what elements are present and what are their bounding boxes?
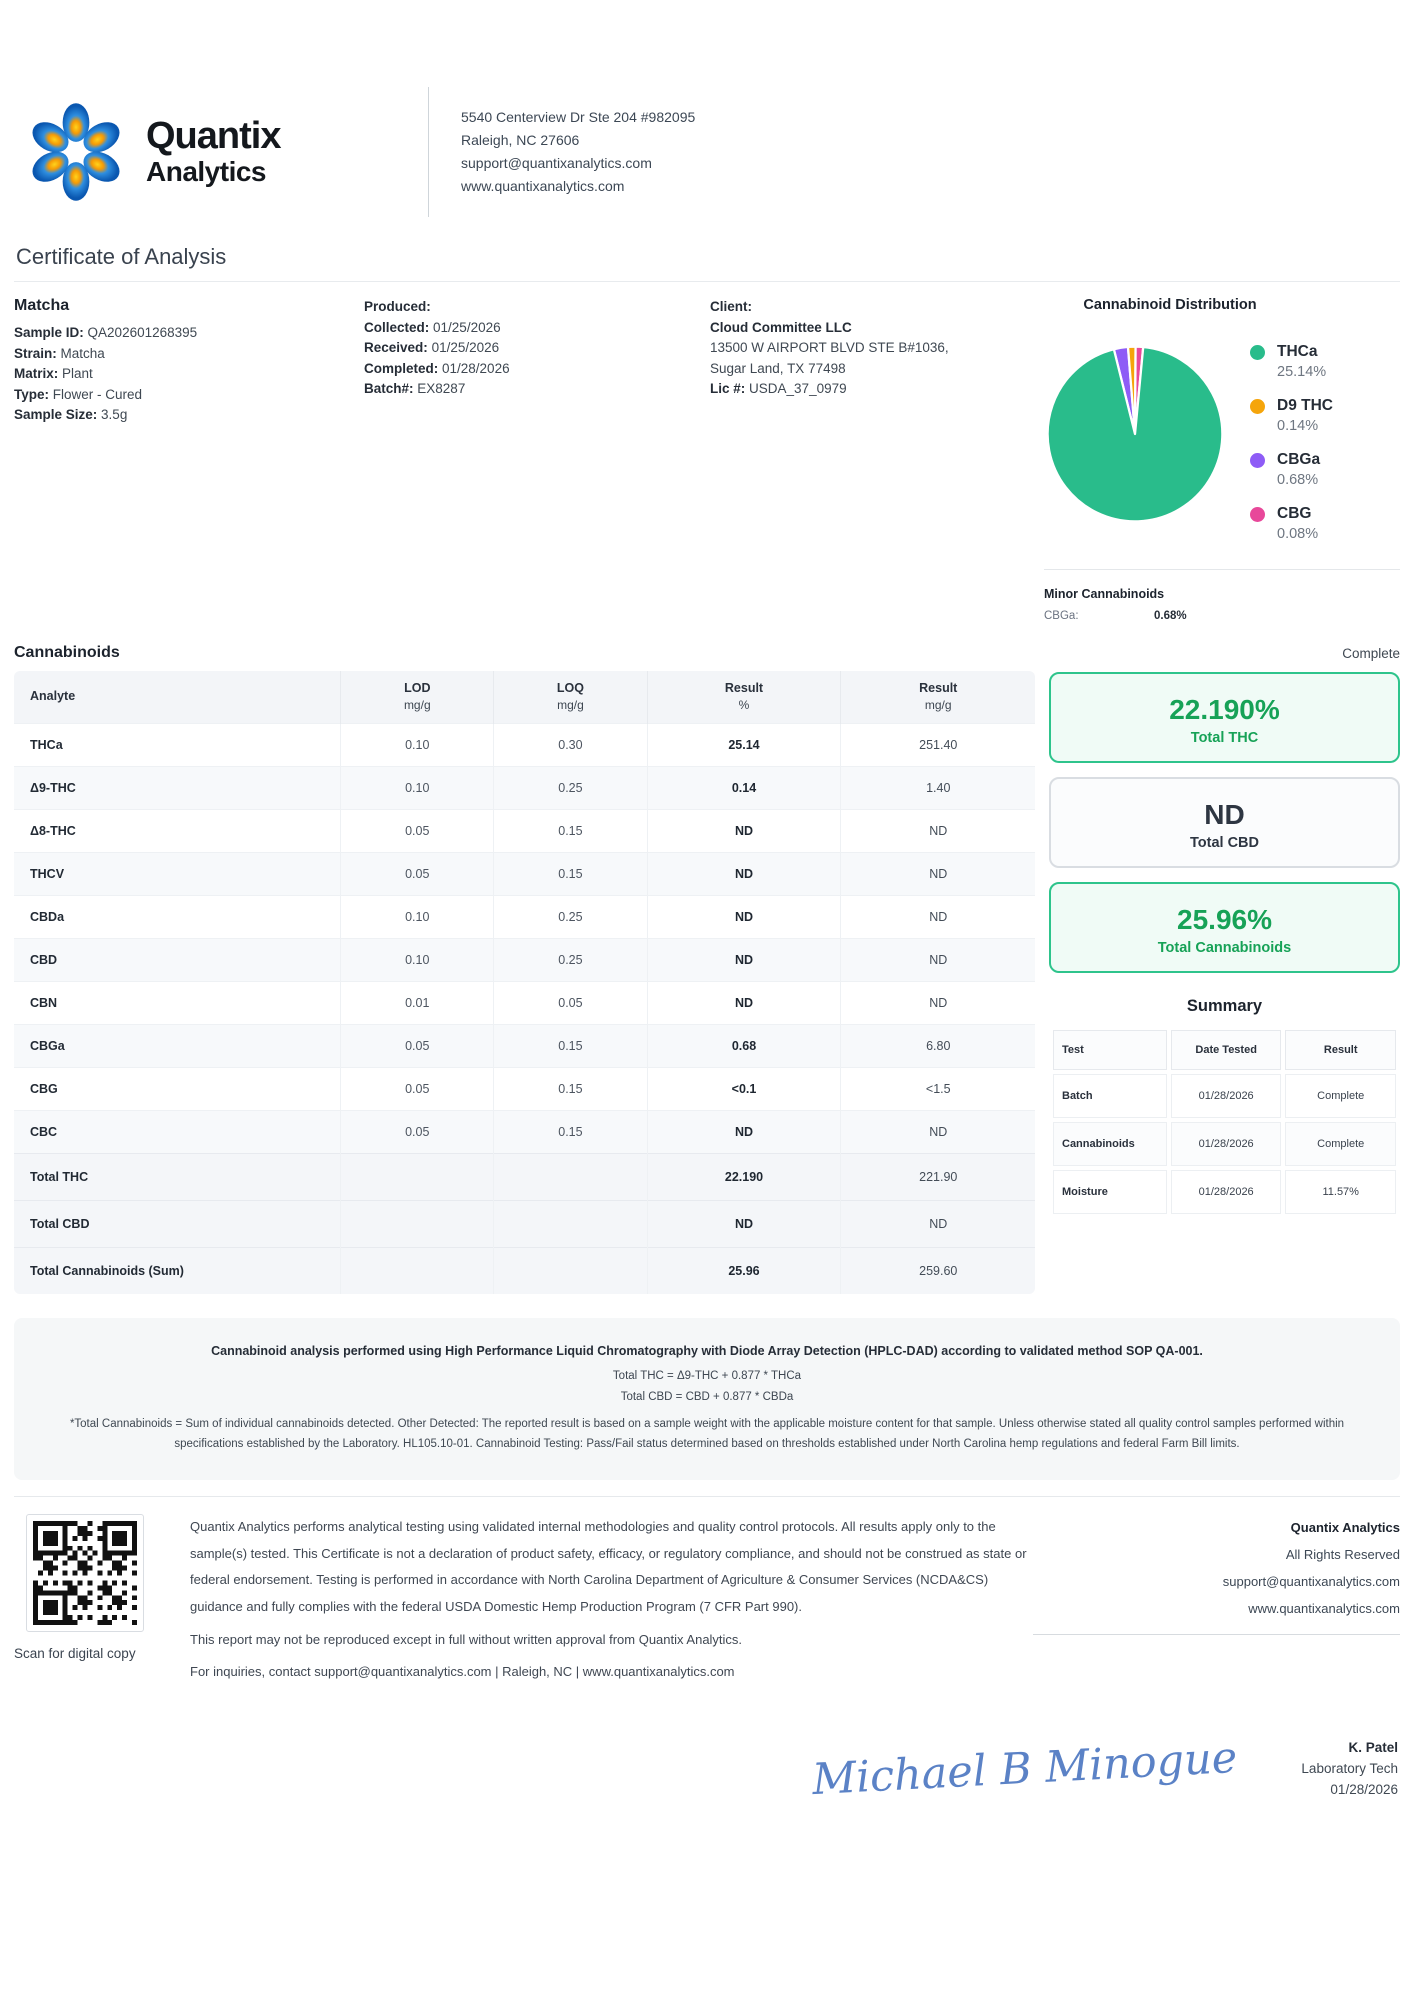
total-cbd-value: ND <box>1204 799 1245 830</box>
client-address-line: Sugar Land, TX 77498 <box>710 360 846 376</box>
table-cell: 22.190 <box>647 1154 841 1201</box>
footer-paragraph: Quantix Analytics performs analytical testing using validated internal methodologies and quality control protocols. All results apply only to the sample(s) tested. This Certificate is not a declaration of product safety, efficacy, or regulatory compliance, and should not be construed as state or federal endorsement. Testing is performed in accordance with North Carolina Department of Agriculture & Consumer Services (NCDA&CS) guidance and fully complies with the federal USDA Domestic Hemp Production Program (7 CFR Part 990). <box>190 1519 1027 1614</box>
chart-body <box>1044 327 1400 557</box>
signature-row <box>14 1732 1400 1805</box>
client-heading: Client: <box>710 299 752 314</box>
signer-info <box>1301 1737 1398 1800</box>
table-cell: ND <box>647 1111 841 1154</box>
sample-info <box>14 297 364 622</box>
table-row <box>14 853 1035 896</box>
cannabinoids-heading: Cannabinoids <box>14 644 120 661</box>
table-cell: Total THC <box>14 1154 341 1201</box>
main-grid <box>14 644 1400 1294</box>
qr-code <box>26 1514 144 1632</box>
minor-value: 0.68% <box>1154 610 1187 622</box>
table-cell: ND <box>647 939 841 982</box>
lab-address-line: Raleigh, NC 27606 <box>461 132 580 148</box>
summary-row <box>1053 1170 1396 1214</box>
table-row <box>14 1111 1035 1154</box>
minor-cannabinoids-heading: Minor Cannabinoids <box>1044 587 1165 601</box>
table-cell: Total CBD <box>14 1201 341 1248</box>
table-cell <box>341 1154 494 1201</box>
table-cell: 25.14 <box>647 724 841 767</box>
summary-heading: Summary <box>1186 997 1263 1015</box>
qr-block <box>14 1514 174 1685</box>
table-cell: 0.15 <box>494 1025 647 1068</box>
table-cell: ND <box>647 853 841 896</box>
summary-row <box>1053 1074 1396 1118</box>
status-badge: Complete <box>1342 646 1400 661</box>
client-license: Lic #: USDA_37_0979 <box>710 381 847 396</box>
total-cbd-box <box>1049 777 1400 868</box>
total-cannabinoids-value: 25.96% <box>1177 904 1272 935</box>
table-cell: 0.15 <box>494 1068 647 1111</box>
legend-item <box>1250 341 1400 382</box>
total-row <box>14 1248 1035 1295</box>
table-cell: 0.10 <box>341 896 494 939</box>
table-cell: Total Cannabinoids (Sum) <box>14 1248 341 1295</box>
sample-field: Type: Flower - Cured <box>14 386 143 402</box>
title-rule <box>14 281 1400 282</box>
qr-caption: Scan for digital copy <box>14 1646 136 1661</box>
footer-email: support@quantixanalytics.com <box>1222 1574 1400 1589</box>
table-cell: 25.96 <box>647 1248 841 1295</box>
table-cell: ND <box>841 1201 1035 1248</box>
table-row <box>14 767 1035 810</box>
col-lod: LOD mg/g <box>341 671 494 724</box>
table-cell: 0.15 <box>494 810 647 853</box>
table-cell: 1.40 <box>841 767 1035 810</box>
table-row <box>14 810 1035 853</box>
table-cell: 0.01 <box>341 982 494 1025</box>
summary-cell: 11.57% <box>1285 1170 1396 1214</box>
client-info <box>710 297 1044 622</box>
legend-dot <box>1250 399 1265 414</box>
table-cell: 0.05 <box>341 1068 494 1111</box>
table-cell: 0.10 <box>341 939 494 982</box>
sample-field: Strain: Matcha <box>14 345 105 361</box>
table-cell <box>341 1201 494 1248</box>
col-result-pct: Result % <box>647 671 841 724</box>
table-cell: 6.80 <box>841 1025 1035 1068</box>
summary-col-date: Date Tested <box>1171 1030 1282 1070</box>
total-cannabinoids-label: Total Cannabinoids <box>1157 940 1292 956</box>
signer-name: K. Patel <box>1348 1740 1398 1755</box>
summary-cell: Moisture <box>1053 1170 1167 1214</box>
table-cell: <1.5 <box>841 1068 1035 1111</box>
company-subname: Analytics <box>146 156 266 187</box>
table-cell: 0.25 <box>494 896 647 939</box>
table-cell: 221.90 <box>841 1154 1035 1201</box>
legend-label: THCa <box>1277 343 1318 360</box>
total-cannabinoids-box <box>1049 882 1400 973</box>
footer-rights: All Rights Reserved <box>1285 1547 1400 1562</box>
table-row <box>14 896 1035 939</box>
table-cell: ND <box>841 896 1035 939</box>
lab-address <box>461 106 695 198</box>
table-row <box>14 1068 1035 1111</box>
footer-website: www.quantixanalytics.com <box>1248 1601 1400 1616</box>
table-cell <box>494 1154 647 1201</box>
table-cell: 0.14 <box>647 767 841 810</box>
table-cell: ND <box>647 896 841 939</box>
header <box>30 86 1400 218</box>
sample-field: Sample Size: 3.5g <box>14 407 128 422</box>
cannabinoids-table <box>14 671 1035 1294</box>
lab-email: support@quantixanalytics.com <box>461 155 652 171</box>
method-disclaimer-box <box>14 1318 1400 1480</box>
legend-label: D9 THC <box>1277 397 1333 414</box>
table-cell: 0.05 <box>341 810 494 853</box>
results-sidebar <box>1049 644 1400 1294</box>
lab-website: www.quantixanalytics.com <box>461 178 625 194</box>
table-cell: ND <box>841 982 1035 1025</box>
table-cell: ND <box>647 810 841 853</box>
total-cbd-label: Total CBD <box>1189 835 1259 851</box>
legend-item <box>1250 503 1400 544</box>
table-cell: 0.30 <box>494 724 647 767</box>
summary-col-result: Result <box>1285 1030 1396 1070</box>
table-header-row <box>14 671 1035 724</box>
sample-field: Matrix: Plant <box>14 366 93 381</box>
total-thc-value: 22.190% <box>1169 694 1280 725</box>
produced-field: Collected: 01/25/2026 <box>364 319 501 335</box>
legend-item <box>1250 449 1400 490</box>
lab-address-line: 5540 Centerview Dr Ste 204 #982095 <box>461 109 696 125</box>
table-cell: 0.05 <box>341 1111 494 1154</box>
produced-heading: Produced: <box>364 299 431 314</box>
produced-field: Received: 01/25/2026 <box>364 340 500 355</box>
legend-label: CBG <box>1277 505 1312 522</box>
produced-field: Batch#: EX8287 <box>364 381 466 396</box>
total-thc-formula: Total THC = Δ9-THC + 0.877 * THCa <box>612 1370 802 1382</box>
summary-cell: Cannabinoids <box>1053 1122 1167 1166</box>
signature: Michael B Minogue <box>811 1732 1239 1805</box>
flower-petals <box>30 103 122 201</box>
info-row <box>14 297 1400 622</box>
table-cell: 0.10 <box>341 724 494 767</box>
cannabinoids-section <box>14 644 1035 1294</box>
method-statement: Cannabinoid analysis performed using High Performance Liquid Chromatography with Diode Array Detection (HPLC-DAD) according to validated method SOP QA-001. <box>211 1344 1203 1358</box>
legend-value: 0.08% <box>1277 526 1319 542</box>
summary-header-row <box>1053 1030 1396 1070</box>
footer-company-name: Quantix Analytics <box>1290 1520 1400 1535</box>
table-cell <box>341 1248 494 1295</box>
summary-row <box>1053 1122 1396 1166</box>
table-cell: THCa <box>14 724 341 767</box>
summary-cell: 01/28/2026 <box>1171 1122 1282 1166</box>
pie-chart <box>1044 327 1242 557</box>
table-cell: 0.10 <box>341 767 494 810</box>
col-loq: LOQ mg/g <box>494 671 647 724</box>
footer-company-block <box>1033 1514 1400 1635</box>
total-cbd-formula: Total CBD = CBD + 0.877 * CBDa <box>620 1391 794 1403</box>
produced-info <box>364 297 710 622</box>
footer-reproduction-note: This report may not be reproduced except in full without written approval from Quantix Analytics. <box>190 1632 743 1647</box>
summary-cell: Complete <box>1285 1122 1396 1166</box>
cannabinoid-distribution-chart <box>1044 297 1400 622</box>
table-cell: CBG <box>14 1068 341 1111</box>
minor-label: CBGa: <box>1044 610 1079 622</box>
page-title: Certificate of Analysis <box>16 244 227 269</box>
total-row <box>14 1154 1035 1201</box>
table-cell: 0.15 <box>494 1111 647 1154</box>
company-name: Quantix <box>146 115 281 157</box>
table-row <box>14 1025 1035 1068</box>
table-cell: 0.05 <box>494 982 647 1025</box>
table-row <box>14 939 1035 982</box>
table-cell: 0.68 <box>647 1025 841 1068</box>
client-name: Cloud Committee LLC <box>710 319 852 335</box>
summary-cell: 01/28/2026 <box>1171 1074 1282 1118</box>
chart-divider <box>1044 569 1400 570</box>
col-analyte: Analyte <box>14 671 341 724</box>
brand-block <box>146 116 404 188</box>
table-cell: ND <box>841 853 1035 896</box>
table-cell: Δ8-THC <box>14 810 341 853</box>
table-cell: ND <box>647 982 841 1025</box>
summary-table <box>1049 1026 1400 1218</box>
footer-contact-line: For inquiries, contact support@quantixanalytics.com | Raleigh, NC | www.quantixanalytics.com <box>190 1663 735 1679</box>
table-cell: 0.05 <box>341 1025 494 1068</box>
table-cell: 0.15 <box>494 853 647 896</box>
legend-dot <box>1250 507 1265 522</box>
sample-name: Matcha <box>14 297 70 314</box>
table-cell: Δ9-THC <box>14 767 341 810</box>
minor-cannabinoid-row <box>1044 610 1400 622</box>
pie-chart-svg <box>1044 343 1226 525</box>
table-cell: 0.25 <box>494 939 647 982</box>
legend-dot <box>1250 345 1265 360</box>
table-cell: THCV <box>14 853 341 896</box>
summary-col-test: Test <box>1053 1030 1167 1070</box>
table-cell: ND <box>841 810 1035 853</box>
client-address-line: 13500 W AIRPORT BLVD STE B#1036, <box>710 340 949 355</box>
chart-title: Cannabinoid Distribution <box>1083 297 1257 313</box>
table-cell: 259.60 <box>841 1248 1035 1295</box>
summary-cell: Complete <box>1285 1074 1396 1118</box>
table-cell: ND <box>647 1201 841 1248</box>
table-cell: 0.25 <box>494 767 647 810</box>
table-cell: CBN <box>14 982 341 1025</box>
legend-value: 0.68% <box>1277 472 1319 488</box>
table-row <box>14 724 1035 767</box>
flower-logo-icon <box>30 102 122 202</box>
produced-field: Completed: 01/28/2026 <box>364 360 510 376</box>
legend-value: 0.14% <box>1277 418 1319 434</box>
total-thc-box <box>1049 672 1400 763</box>
summary-cell: 01/28/2026 <box>1171 1170 1282 1214</box>
table-cell: CBDa <box>14 896 341 939</box>
legend-label: CBGa <box>1277 451 1321 468</box>
footer-disclaimer <box>190 1514 1033 1685</box>
fine-print: *Total Cannabinoids = Sum of individual cannabinoids detected. Other Detected: The reported result is based on a sample weight with the applicable moisture content for that sample. Unless otherwise stated all quality control samples performed within specifications established by the Laboratory. HL105.10-01. Cannabinoid Testing: Pass/Fail status determined based on thresholds established under North Carolina hemp regulations and federal Farm Bill limits. <box>69 1418 1345 1450</box>
col-result-mgg: Result mg/g <box>841 671 1035 724</box>
table-cell <box>494 1201 647 1248</box>
table-cell: CBC <box>14 1111 341 1154</box>
minor-cannabinoids-list <box>1044 610 1400 622</box>
table-cell: CBGa <box>14 1025 341 1068</box>
table-cell: ND <box>841 939 1035 982</box>
table-cell <box>494 1248 647 1295</box>
total-thc-label: Total THC <box>1190 730 1259 746</box>
legend-value: 25.14% <box>1277 364 1327 380</box>
table-cell: CBD <box>14 939 341 982</box>
summary-cell: Batch <box>1053 1074 1167 1118</box>
footer <box>14 1496 1400 1685</box>
chart-legend <box>1242 327 1400 557</box>
header-divider <box>428 87 429 217</box>
table-cell: 251.40 <box>841 724 1035 767</box>
sample-field: Sample ID: QA202601268395 <box>14 325 198 340</box>
table-cell: 0.05 <box>341 853 494 896</box>
signer-role: Laboratory Tech <box>1301 1761 1398 1776</box>
qr-code-icon <box>33 1521 137 1625</box>
legend-item <box>1250 395 1400 436</box>
legend-dot <box>1250 453 1265 468</box>
table-row <box>14 982 1035 1025</box>
table-cell: <0.1 <box>647 1068 841 1111</box>
table-cell: ND <box>841 1111 1035 1154</box>
signature-date: 01/28/2026 <box>1330 1782 1398 1797</box>
total-row <box>14 1201 1035 1248</box>
